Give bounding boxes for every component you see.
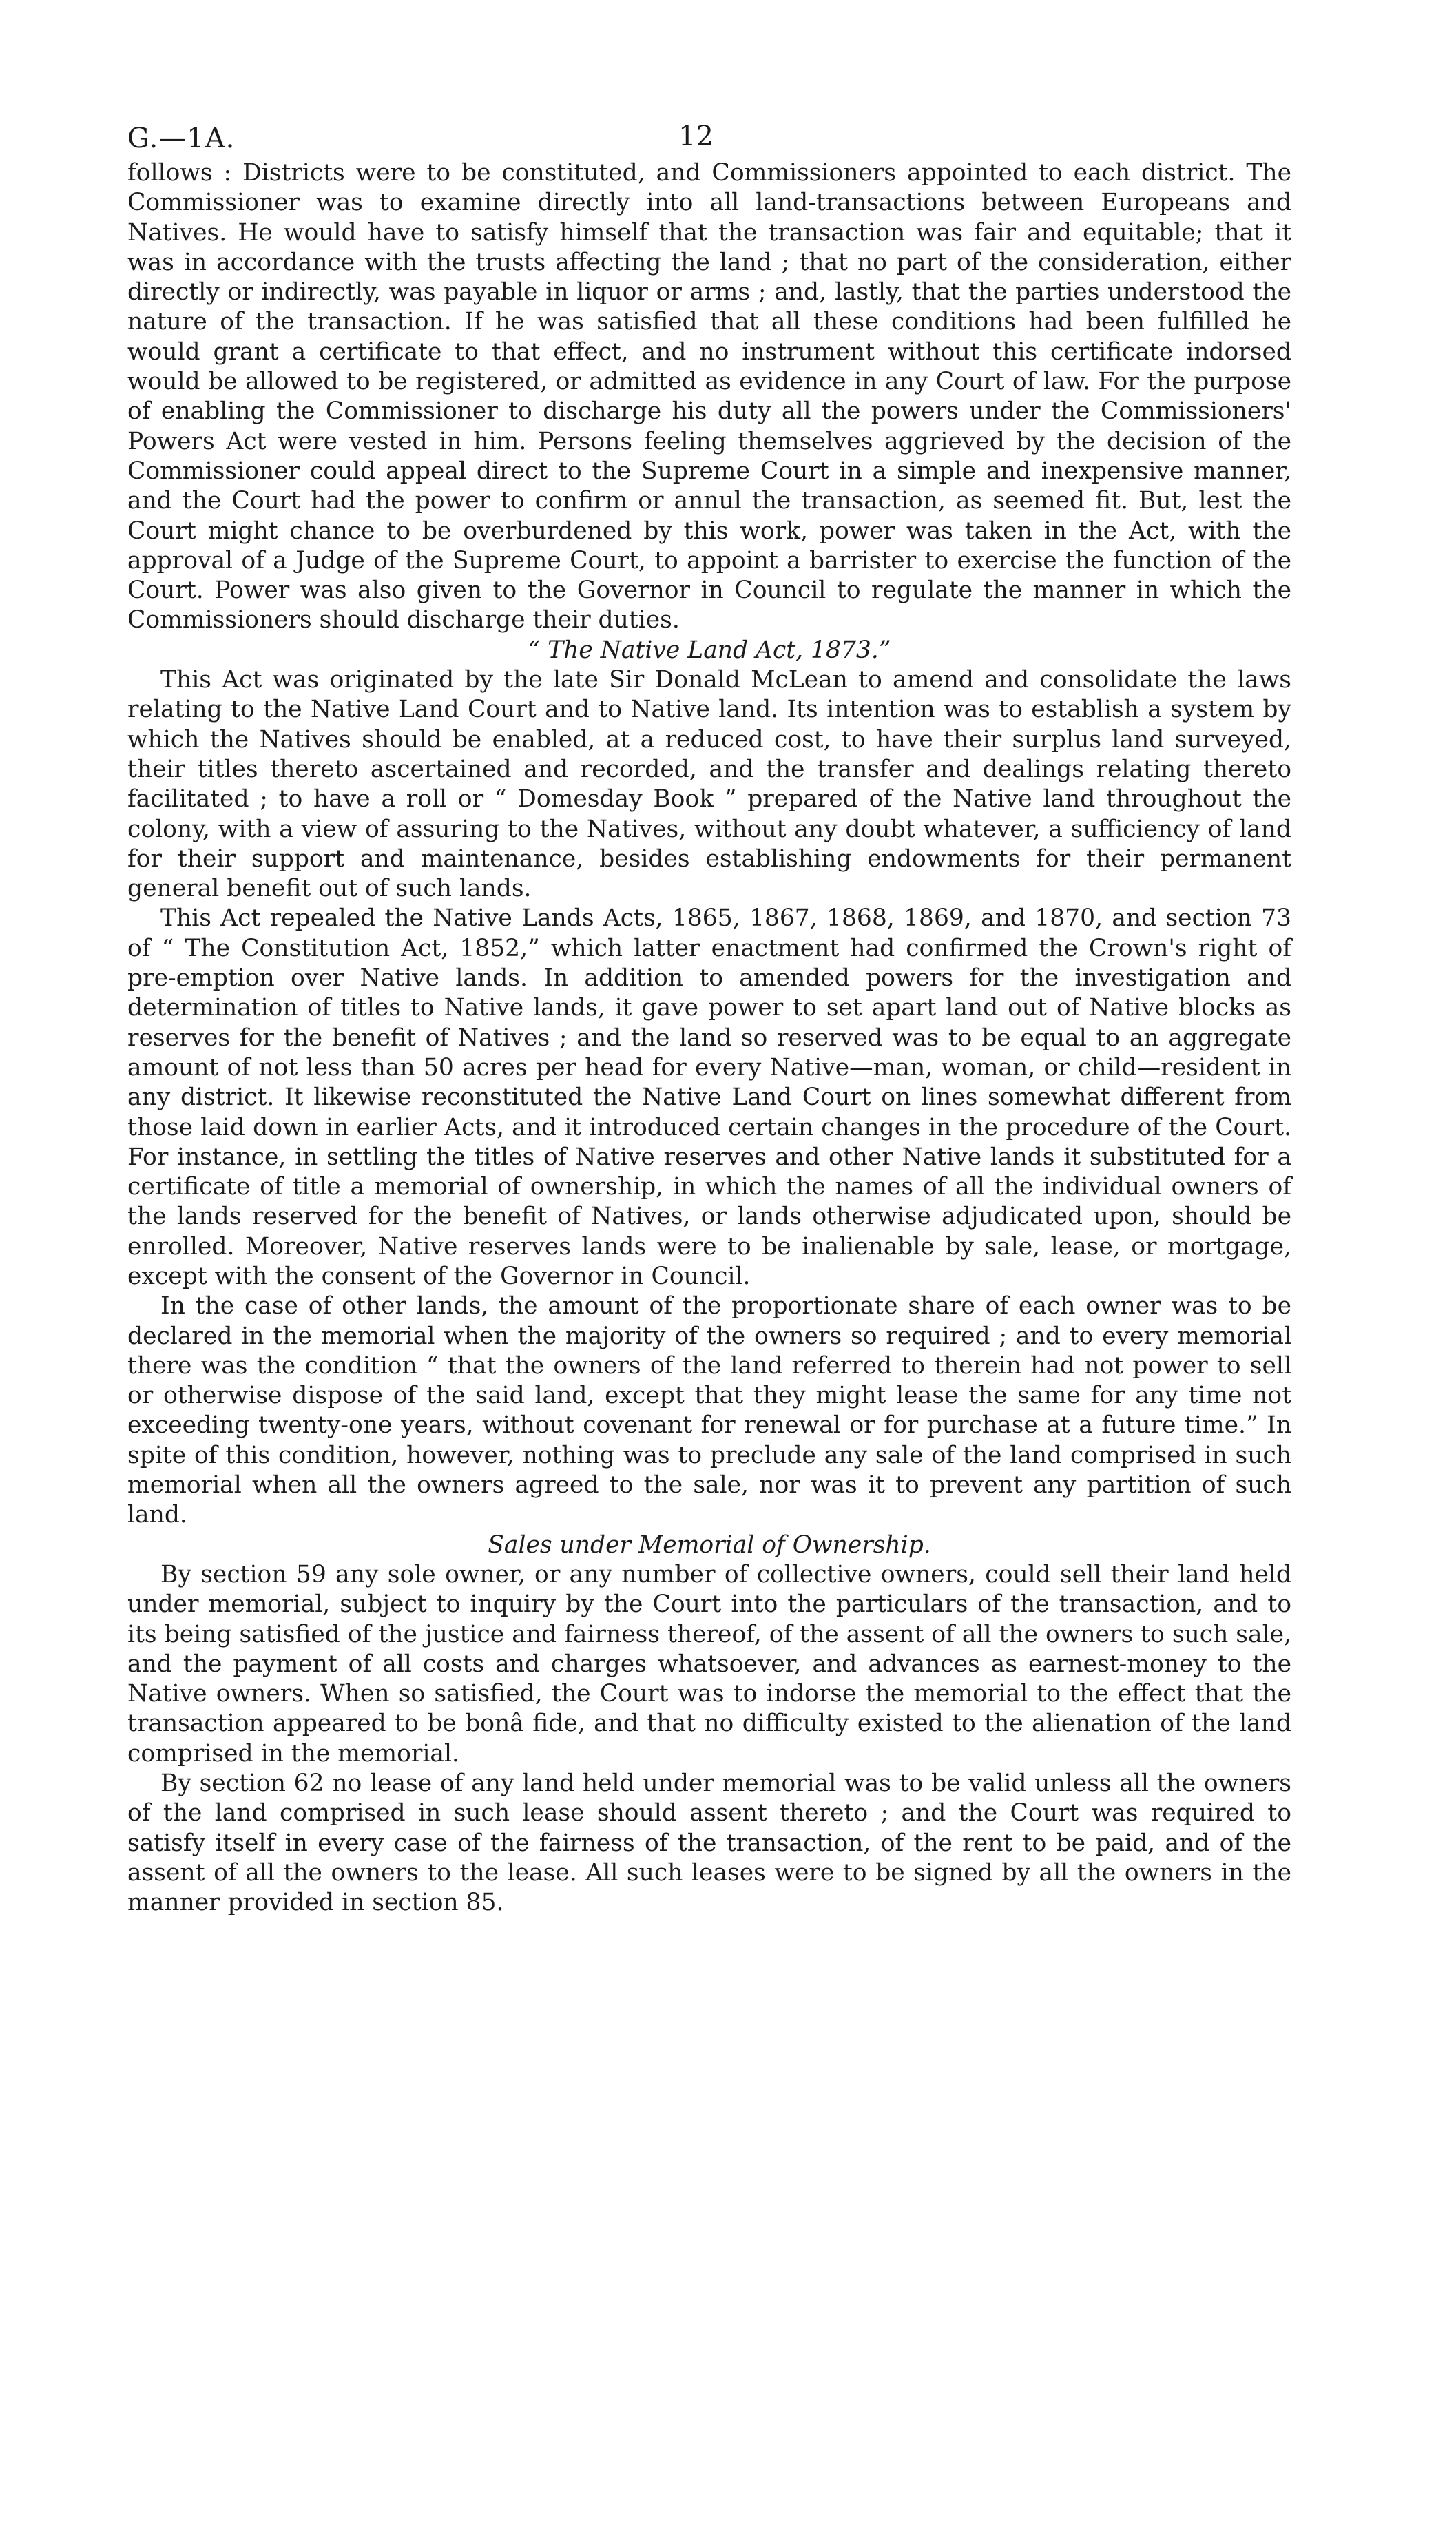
paragraph-act-origin: This Act was originated by the late Sir Donald McLean to amend and consolidate the laws relating to the Native Land Court and to Native land. Its intention was to establish a system by which the Natives should be enabled, at a reduced cost, to have their surplus land surveyed, their titles thereto ascertained and recorded, and the transfer and dealings relating thereto facilitated ; to have a roll or “ Domesday Book ” prepared of the Native land throughout the colony, with a view of assuring to the Natives, without any doubt whatever, a sufficiency of land for their support and maintenance, besides establishing endowments for their permanent general benefit out of such lands. [127, 666, 1291, 903]
paragraph-section-62: By section 62 no lease of any land held under memorial was to be valid unless all the owners of the land comprised in such lease should assent thereto ; and the Court was required to satisfy itself in every case of the fairness of the transaction, of the rent to be paid, and of the assent of all the owners to the lease. All such leases were to be signed by all the owners in the manner provided in section 85. [127, 1770, 1291, 1917]
section-heading-sales-under-memorial: Sales under Memorial of Ownership. [488, 1531, 931, 1559]
paragraph-section-59: By section 59 any sole owner, or any number of collective owners, could sell their land held under memorial, subject to inquiry by the Court into the particulars of the transaction, and to its being satisfied of the justice and fairness thereof, of the assent of all the owners to such sale, and the payment of all costs and charges whatsoever, and advances as earnest-money to the Native owners. When so satisfied, the Court was to indorse the memorial to the effect that the transaction appeared to be bonâ fide, and that no difficulty existed to the alienation of the land comprised in the memorial. [127, 1560, 1291, 1767]
document-page [121, 96, 1291, 1918]
page-number: 12 [678, 121, 714, 152]
body-text [121, 158, 1291, 1918]
paragraph-act-repeal: This Act repealed the Native Lands Acts, 1865, 1867, 1868, 1869, and 1870, and section 73 of “ The Constitution Act, 1852,” which latter enactment had confirmed the Crown's right of pre-emption over Native lands. In addition to amended powers for the investigation and determination of titles to Native lands, it gave power to set apart land out of Native blocks as reserves for the benefit of Natives ; and the land so reserved was to be equal to an aggregate amount of not less than 50 acres per head for every Native—man, woman, or child—resident in any district. It likewise reconstituted the Native Land Court on lines somewhat different from those laid down in earlier Acts, and it introduced certain changes in the procedure of the Court. For instance, in settling the titles of Native reserves and other Native lands it substituted for a certificate of title a memorial of ownership, in which the names of all the individual owners of the lands reserved for the benefit of Natives, or lands otherwise adjudicated upon, should be enrolled. Moreover, Native reserves lands were to be inalienable by sale, lease, or mortgage, except with the consent of the Governor in Council. [127, 904, 1291, 1290]
document-reference: G.—1A. [127, 123, 236, 154]
paragraph-other-lands: In the case of other lands, the amount of the proportionate share of each owner was to be declared in the memorial when the majority of the owners so required ; and to every memorial there was the condition “ that the owners of the land referred to therein had not power to sell or otherwise dispose of the said land, except that they might lease the same for any time not exceeding twenty-one years, without covenant for renewal or for purchase at a future time.” In spite of this condition, however, nothing was to preclude any sale of the land comprised in such memorial when all the owners agreed to the sale, nor was it to prevent any partition of such land. [127, 1292, 1291, 1529]
paragraph-commissioners-duties: follows : Districts were to be constituted, and Commissioners appointed to each district. The Commissioner was to examine directly into all land-transactions between Europeans and Natives. He would have to satisfy himself that the transaction was fair and equitable; that it was in accordance with the trusts affecting the land ; that no part of the consideration, either directly or indirectly, was payable in liquor or arms ; and, lastly, that the parties understood the nature of the transaction. If he was satisfied that all these conditions had been fulfilled he would grant a certificate to that effect, and no instrument without this certificate indorsed would be allowed to be registered, or admitted as evidence in any Court of law. For the purpose of enabling the Commissioner to discharge his duty all the powers under the Commissioners' Powers Act were vested in him. Persons feeling themselves aggrieved by the decision of the Commissioner could appeal direct to the Supreme Court in a simple and inexpensive manner, and the Court had the power to confirm or annul the transaction, as seemed fit. But, lest the Court might chance to be overburdened by this work, power was taken in the Act, with the approval of a Judge of the Supreme Court, to appoint a barrister to exercise the function of the Court. Power was also given to the Governor in Council to regulate the manner in which the Commissioners should discharge their duties. [127, 159, 1291, 634]
running-head [121, 96, 1291, 158]
section-heading-native-land-act: “ The Native Land Act, 1873.” [528, 636, 891, 664]
